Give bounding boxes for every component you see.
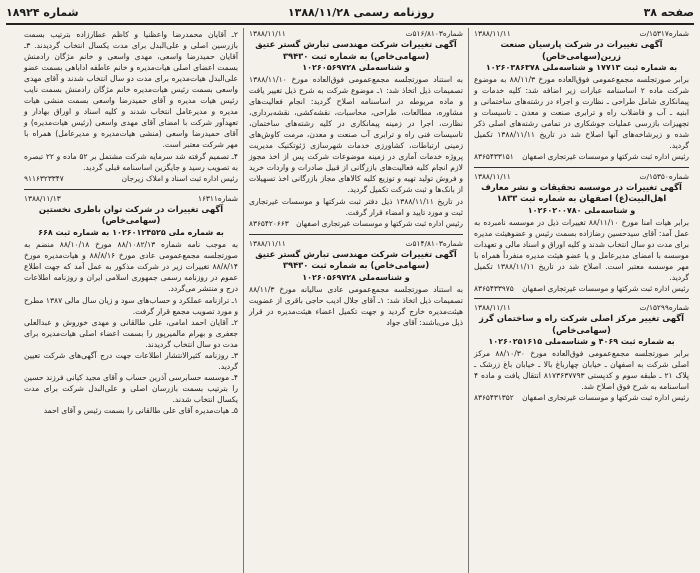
divider [24,189,238,190]
notice-signature: رئیس اداره ثبت شرکتها و موسسات غیرتجاری اصفهان [296,219,463,228]
columns [6,28,694,573]
notice-date: ۱۳۸۸/۱۱/۱۳ [24,193,61,203]
notice-signature: رئیس اداره ثبت شرکتها و موسسات غیرتجاری اصفهان [522,283,689,293]
notice-number: شماره۱۵۳۵۰/ت [639,171,689,181]
notice-date: ۱۳۸۸/۱۱/۱۱ [474,29,511,38]
notice-subtitle: و شناسه‌ملی ۱۰۲۶۰۲۰۰۷۸۰ [527,205,636,215]
notice-code: ۸۳۶۵۴۳۱۳۵۲ [474,393,514,402]
continued-text-item: ۴ـ تصمیم گرفته شد سرمایه شرکت مشتمل بر ۵۲ ماده و ۲۲ تبصره به تصویب رسید و جایگزین اساسنامه قبلی گردید. [24,152,239,172]
notice-number: شماره۵۱۶/۸۱۰۳ت [405,29,463,38]
notice-date: ۱۳۸۸/۱۱/۱۱ [249,238,286,248]
column-right [469,28,694,573]
notice-number: شماره۱۵۳۱۷/ت [639,29,689,38]
notice-code: ۸۳۶۵۴۲۰۶۶۳ [249,219,289,228]
notice-registration-note: در تاریخ ۱۳۸۸/۱۱/۱۱ ذیل دفتر ثبت شرکتها و موسسات غیرتجاری ثبت و مورد تایید و امضاء قرار گرفت. [249,197,463,217]
notice-subtitle: به شماره ثبت ۱۷۷۱۳ و شناسه‌ملی ۱۰۲۶۰۳۸۶۳۷۸ [485,63,678,72]
notice-item: ۱ـ ترازنامه عملکرد و حساب‌های سود و زیان سال مالی ۱۳۸۷ مطرح و مورد تصویب مجمع قرار گرفت. [24,295,239,316]
notice-item: ۴ـ موسسه حسابرسی آذرین حساب و آقای مجید کیانی فرزند حسین را بترتیب بسمت بازرسان اصلی و علی‌البدل شرکت برای مدت یکسال انتخاب شدند. [24,372,238,404]
notice-signature: رئیس اداره ثبت شرکتها و موسسات غیرتجاری اصفهان [522,393,689,402]
column-left [19,28,244,573]
page-header [6,4,694,25]
newspaper-title-date: روزنامه رسمی ۱۳۸۸/۱۱/۲۸ [287,5,435,19]
notice-body: برابر صورتجلسه مجمع‌عمومی فوق‌العاده مورخ ۸۸/۱۰/۳۰ مرکز اصلی شرکت به اصفهان ـ خیابان چهارباغ بالا ـ خیابان باغ زرشک ـ پلاک ۲۱ ـ طبقه سوم و کدپستی ۸۱۷۳۶۳۷۷۹۳ انتقال یافت و ماده ۴ اساسنامه به شرح فوق اصلاح شد. [474,349,690,391]
divider [474,167,689,168]
notice-title: آگهی تغییرات در موسسه تحقیقات و نشر معارف اهل‌البیت(ع) اصفهان به شماره ثبت ۱۸۳۳ [481,181,682,203]
page-number: صفحه ۳۸ [643,5,694,19]
notice-date: ۱۳۸۸/۱۱/۱۱ [249,29,286,38]
notice-subtitle: به شماره ثبت ۴۰۶۹ و شناسه‌ملی ۱۰۲۶۰۲۵۱۶۱۵ [488,337,675,346]
issue-number: شماره ۱۸۹۲۴ [6,5,79,19]
notice-code: ۸۳۶۵۴۳۳۱۵۱ [474,152,514,161]
notice-number: شماره۱۵۲۹۹/ت [639,303,689,312]
notice-item: ۳ـ روزنامه کثیرالانتشار اطلاعات جهت درج آگهی‌های شرکت تعیین گردید. [24,350,238,371]
notice-title: آگهی تغییرات شرکت مهندسی تبارش گستر عتیق (سهامی‌خاص) به شماره ثبت ۳۹۴۳۰ [255,248,457,270]
divider [474,298,689,299]
notice-title: آگهی تغییرات در شرکت پارسیان صنعت زرین(سهامی‌خاص) [500,39,663,61]
notice-item: ۲ـ آقایان احمد امامی، علی طالقانی و مهدی خوروش و عبدالعلی جعفری و بهرام مالمیرپور را بسمت اعضاء اصلی هیات‌مدیره برای مدت دو سال انتخاب گردیدند. [24,317,238,349]
notice-subtitle: و شناسه‌ملی ۱۰۲۶۰۵۶۹۷۲۸ [302,63,410,72]
column-middle [244,28,469,573]
notice-subtitle: به شماره ملی ۱۰۲۶۰۱۲۴۵۲۵ به شماره ثبت ۶۶۸ [38,227,224,237]
notice-date: ۱۳۸۸/۱۱/۱۱ [474,303,511,312]
divider [249,234,463,235]
notice-body: به موجب نامه شماره ۸۸/۱۰۸۲/۱۳ مورخ ۸۸/۱۰/۱۸ منضم به صورتجلسه مجمع‌عمومی عادی مورخ ۸۸/۸/۱۶ و هیات‌مدیره مورخ ۸۸/۸/۱۴ تغییرات زیر در شرکت مذکور به عمل آمد که جهت اطلاع عموم در روزنامه رسمی جمهوری اسلامی ایران و روزنامه اطلاعات درج و منتشر می‌گردد. [24,239,239,293]
notice-body: به استناد صورتجلسه مجمع‌عمومی عادی سالیانه مورخ ۸۸/۱۱/۳ تصمیمات ذیل اتخاذ شد: ۱ـ آقای جلال ادیب حاجی باقری از عضویت هیئت‌مدیره خارج گردید و جهت تکمیل اعضاء هیئت‌مدیره در قرار ذیل می‌باشند: آقای جواد [249,284,463,327]
notice-item: ۵ـ هیات‌مدیره آقای علی طالقانی را بسمت رئیس و آقای احمد [43,405,238,415]
notice-title: آگهی تغییرات در شرکت توان باطری نخستین (سهامی‌خاص) [38,203,224,225]
notice-body: برابر صورتجلسه مجمع‌عمومی فوق‌العاده مورخ ۸۸/۱۱/۳ به موضوع شرکت ماده ۲ اساسنامه عبارات زیر اضافه شد: کلیه خدمات و پیمانکاری شامل طراحی ـ نظارت و اجراء در رشته‌های ساختمانی و ابنیه ـ آب و فاضلاب راه و ترابری صنعت و معدن ـ تاسیسات و تجهیزات بازرسی عملیات جوشکاری در تمامی رشته‌های اصلی ذکر شده و زیرشاخه‌های آنها اصلاح شد در تاریخ ۱۳۸۸/۱۱/۱۱ تکمیل گردید. [474,75,690,150]
notice [24,193,238,416]
notice-title: آگهی تغییرات شرکت مهندسی تبارش گستر عتیق (سهامی‌خاص) به شماره ثبت ۳۹۴۳۰ [255,39,457,61]
notice [474,302,689,404]
notice-subtitle: و شناسه‌ملی ۱۰۲۶۰۵۶۹۷۲۸ [302,272,410,282]
continued-text: ۲ـ آقایان محمدرضا واعظنیا و کاظم عطارزاده بترتیب بسمت بازرسین اصلی و علی‌البدل برای مدت یکسال انتخاب گردیدند. ۳ـ آقایان حمیدرضا واسعی، مهدی واسعی و خانم مژگان رادمنش بسمت اعضای اصلی هیات‌مدیره و خانم عاطفه اداباهی بسمت عضو علی‌البدل هیات‌مدیره برای مدت دو سال انتخاب شدند و آقای مهدی واسعی بسمت رئیس هیات‌مدیره خانم مژگان رادمنش بسمت نایب رئیس هیات مدیره و آقای حمیدرضا واسعی بسمت منشی هیات مدیره و مدیرعامل انتخاب شدند و کلیه اسناد و اوراق بهادار و تعهدآور شرکت با امضای آقای مهدی واسعی (رئیس هیات‌مدیره) و آقای حمیدرضا واسعی (منشی هیات‌مدیره و مدیرعامل) همراه با مهر شرکت معتبر است. [24,30,238,149]
notice [474,171,689,295]
notice-title: آگهی تغییر مرکز اصلی شرکت راه و ساختمان گرز (سهامی‌خاص) [479,313,684,335]
notice [249,28,463,230]
notice-number: شماره۵۱۴/۸۱۰۳ت [405,238,463,248]
notice [474,28,689,163]
notice-code: ۹۱۱۶۳۲۳۳۴۷ [24,174,64,183]
notice-date: ۱۳۸۸/۱۱/۱۱ [474,171,511,181]
notice-signature: رئیس اداره ثبت شرکتها و موسسات غیرتجاری اصفهان [522,152,689,161]
notice-body: برابر هیات امنا مورخ ۸۸/۱۱/۱۰ تغییرات ذیل در موسسه نامبرده به عمل آمد: آقای سیدحسین رضازاده بسمت رئیس و عضوهیئت مدیره برای مدت دو سال انتخاب شدند و کلیه اوراق و اسناد مالی و تعهدات موسسه با امضای مدیرعامل و یا عضو هیئت مدیره منفرداً همراه با مهر موسسه معتبر است. اصلاح شد در تاریخ ۱۳۸۸/۱۱/۱۱ تکمیل گردید. [474,217,689,282]
notice-number: شماره۱۶۳۱۱ [197,193,238,203]
notice-signature: رئیس اداره ثبت اسناد و املاک زیرجان [121,174,238,183]
notice-body: به استناد صورتجلسه مجمع‌عمومی فوق‌العاده مورخ ۱۳۸۸/۱۱/۱۰ تصمیمات ذیل اتخاذ شد: ۱ـ موضوع شرکت به شرح ذیل تغییر یافت و ماده مربوطه در اساسنامه اصلاح گردید: انجام فعالیت‌های مشاوره، مطالعات، طراحی، محاسبات، نقشه‌کشی، نقشه‌برداری، نظارت، اجرا در زمینه پیمانکاری در کلیه رشته‌های ساختمان، تاسیسات فنی راه و ترابری آب صنعت و معدن، مرمت کاوش‌های زمینی ارتباطات، کشاورزی خدمات شهرسازی ژئوتکنیک مدیریت پروژه خدمات آماری در زمینه موضوعات شرکت پس از اخذ مجوز لازم انجام کلیه فعالیت‌های بازرگانی از قبیل صادرات و واردات خرید و فروش تولید تهیه و توزیع کلیه کالاهای مجاز بازرگانی اخذ تسهیلات از بانک‌ها و ثبت شرکت تکمیل گردید. [249,75,463,194]
notice [249,238,463,328]
notice-code: ۸۳۶۵۴۳۳۹۷۵ [474,283,514,293]
